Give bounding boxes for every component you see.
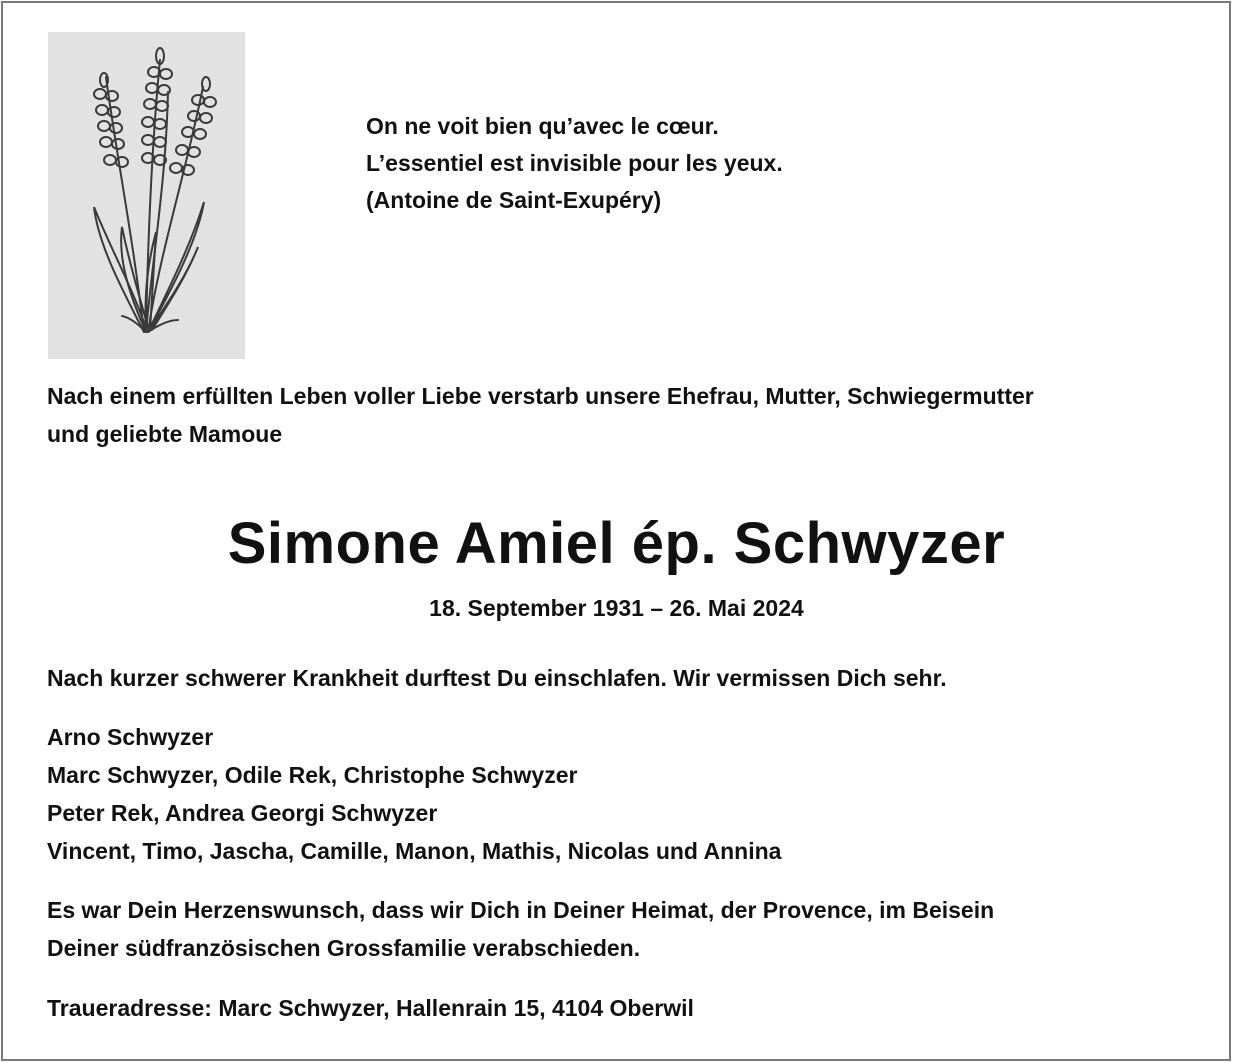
- family-line: Vincent, Timo, Jascha, Camille, Manon, Mathis, Nicolas und Annina: [47, 838, 782, 864]
- family-line: Arno Schwyzer: [47, 724, 214, 750]
- intro-line: Nach einem erfüllten Leben voller Liebe verstarb unsere Ehefrau, Mutter, Schwiegermutter: [47, 383, 1034, 409]
- quote: [366, 108, 783, 219]
- wish-line: Deiner südfranzösischen Grossfamilie verabschieden.: [47, 935, 641, 961]
- life-dates: 18. September 1931 – 26. Mai 2024: [429, 595, 804, 621]
- family-list: [47, 718, 781, 870]
- family-line: Peter Rek, Andrea Georgi Schwyzer: [47, 800, 438, 826]
- wish-line: Es war Dein Herzenswunsch, dass wir Dich in Deiner Heimat, der Provence, im Beisein: [47, 897, 995, 923]
- lavender-icon: [48, 32, 245, 359]
- family-line: Marc Schwyzer, Odile Rek, Christophe Schwyzer: [47, 762, 578, 788]
- intro-line: und geliebte Mamoue: [47, 421, 283, 447]
- quote-line: On ne voit bien qu’avec le cœur.: [366, 113, 719, 139]
- lavender-illustration: [48, 32, 245, 359]
- quote-attribution: (Antoine de Saint-Exupéry): [366, 187, 662, 213]
- intro-text: [47, 377, 1034, 453]
- deceased-name: Simone Amiel ép. Schwyzer: [227, 511, 1006, 576]
- mourning-address: Traueradresse: Marc Schwyzer, Hallenrain 15, 4104 Oberwil: [47, 995, 694, 1021]
- farewell-message: Nach kurzer schwerer Krankheit durftest Du einschlafen. Wir vermissen Dich sehr.: [47, 665, 947, 691]
- wish-text: [47, 891, 994, 967]
- quote-line: L’essentiel est invisible pour les yeux.: [366, 150, 783, 176]
